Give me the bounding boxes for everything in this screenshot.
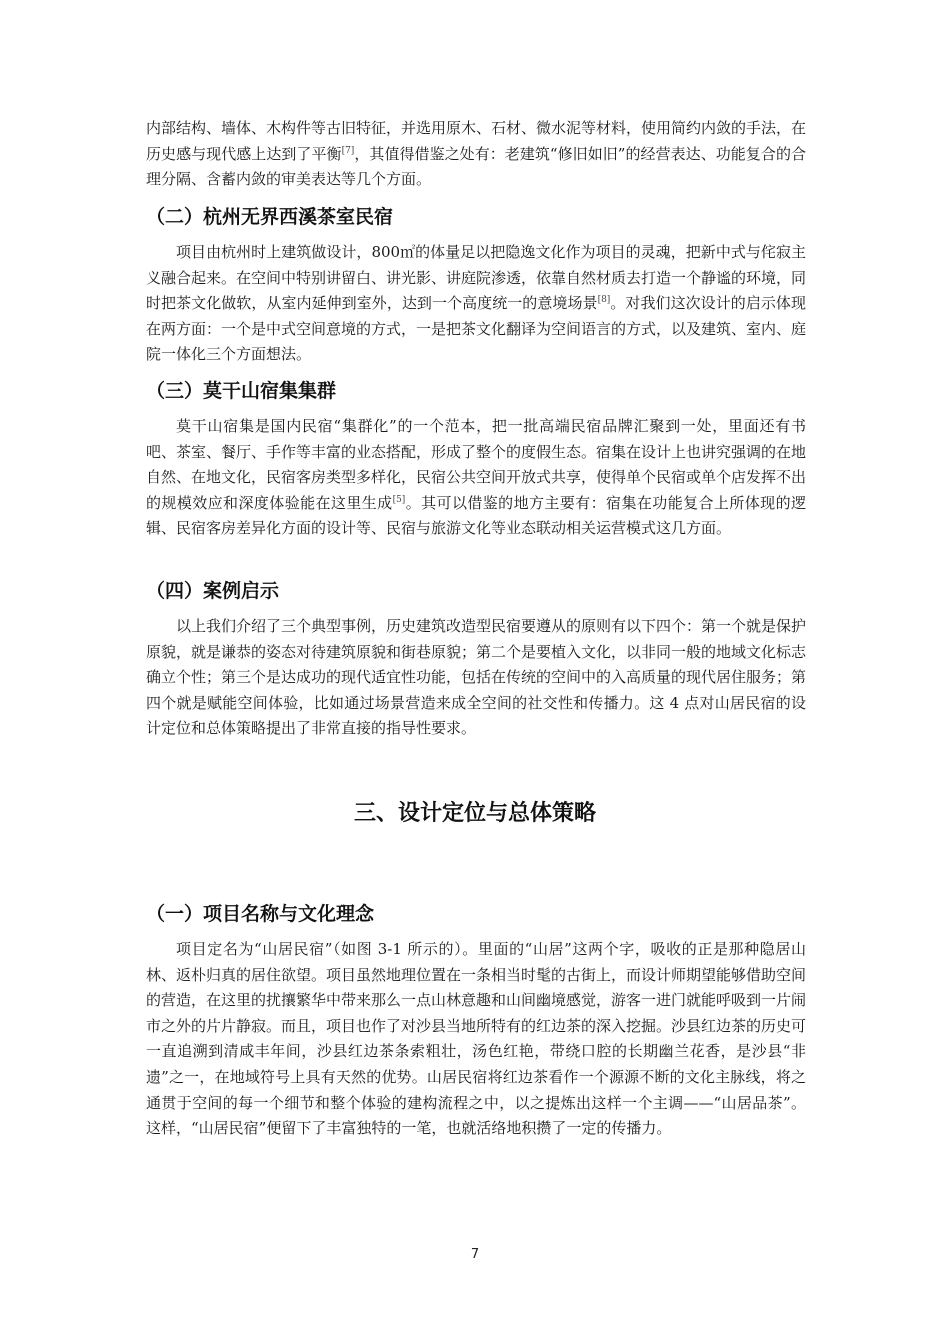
section-heading-3: （三）莫干山宿集集群 — [146, 380, 337, 402]
citation-ref: [8] — [597, 295, 611, 306]
citation-ref: [5] — [392, 494, 406, 505]
paragraph-section-3 — [146, 414, 806, 542]
paragraph-section-4: 以上我们介绍了三个典型事例，历史建筑改造型民宿要遵从的原则有以下四个：第一个就是保护原貌，就是谦恭的姿态对待建筑原貌和街巷原貌；第二个是要植入文化，以非同一般的地域文化标志确立个性；第三个是达成功的现代适宜性功能，包括在传统的空间中的入高质量的现代居住服务；第四个就是赋能空间体验，比如通过场景营造来成全空间的社交性和传播力。这 4 点对山居民宿的设计定位和总体策略提出了非常直接的指导性要求。 — [146, 617, 807, 738]
paragraph-text: 内部结构、墙体、木构件等古旧特征，并选用原木、石材、微水泥等材料，使用简约内敛的手法，在历史感与现代感上达到了平衡 — [146, 119, 807, 163]
paragraph-section-5: 项目定名为“山居民宿”（如图 3-1 所示的）。里面的“山居”这两个字，吸收的正是那种隐居山林、返朴归真的居住欲望。项目虽然地理位置在一条相当时髦的古街上，而设计师期望能够借助空间的营造，在这里的扰攘繁华中带来那么一点山林意趣和山间幽境感觉，游客一进门就能呼吸到一片闹市之外的片片静寂。而且，项目也作了对沙县当地所特有的红边茶的深入挖掘。沙县红边茶的历史可一直追溯到清咸丰年间，沙县红边茶条索粗壮，汤色红艳，带绕口腔的长期幽兰花香，是沙县“非遗”之一，在地域符号上具有天然的优势。山居民宿将红边茶看作一个源源不断的文化主脉线，将之通贯于空间的每一个细节和整个体验的建构流程之中，以之提炼出这样一个主调——“山居品茶”。这样，“山居民宿”便留下了丰富独特的一笔，也就活络地积攒了一定的传播力。 — [146, 940, 807, 1138]
paragraph-text: 。对我们这次设计的启示体现在两方面：一个是中式空间意境的方式，一是把茶文化翻译为空间语言的方式，以及建筑、室内、庭院一体化三个方面想法。 — [146, 294, 807, 364]
chapter-title: 三、设计定位与总体策略 — [353, 801, 596, 826]
paragraph-text: 项目由杭州时上建筑做设计，800㎡的体量足以把隐逸文化作为项目的灵魂，把新中式与侘寂主义融合起来。在空间中特别讲留白、讲光影、讲庭院渗透，依靠自然材质去打造一个静谧的环境，同时把茶文化做软，从室内延伸到室外，达到一个高度统一的意境场景 — [146, 243, 807, 313]
paragraph-text: 莫干山宿集是国内民宿“集群化”的一个范本，把一批高端民宿品牌汇聚到一处，里面还有书吧、茶室、餐厅、手作等丰富的业态搭配，形成了整个的度假生态。宿集在设计上也讲究强调的在地自然、在地文化，民宿客房类型多样化，民宿公共空间开放式共享，使得单个民宿或单个店发挥不出的规模效应和深度体验能在这里生成 — [146, 417, 807, 512]
section-heading-4: （四）案例启示 — [146, 580, 280, 602]
citation-ref: [7] — [341, 145, 355, 156]
page-number: 7 — [470, 1247, 480, 1262]
section-heading-5: （一）项目名称与文化理念 — [146, 903, 375, 925]
section-heading-2: （二）杭州无界西溪茶室民宿 — [146, 206, 394, 228]
paragraph-text: 。其可以借鉴的地方主要有：宿集在功能复合上所体现的逻辑、民宿客房差异化方面的设计等、民宿与旅游文化等业态联动相关运营模式这几方面。 — [146, 493, 806, 538]
paragraph-text: ，其值得借鉴之处有：老建筑“修旧如旧”的经营表达、功能复合的合理分隔、含蓄内敛的审美表达等几个方面。 — [146, 144, 806, 189]
paragraph-section-2 — [146, 240, 806, 368]
paragraph-intro-continued — [146, 116, 806, 193]
